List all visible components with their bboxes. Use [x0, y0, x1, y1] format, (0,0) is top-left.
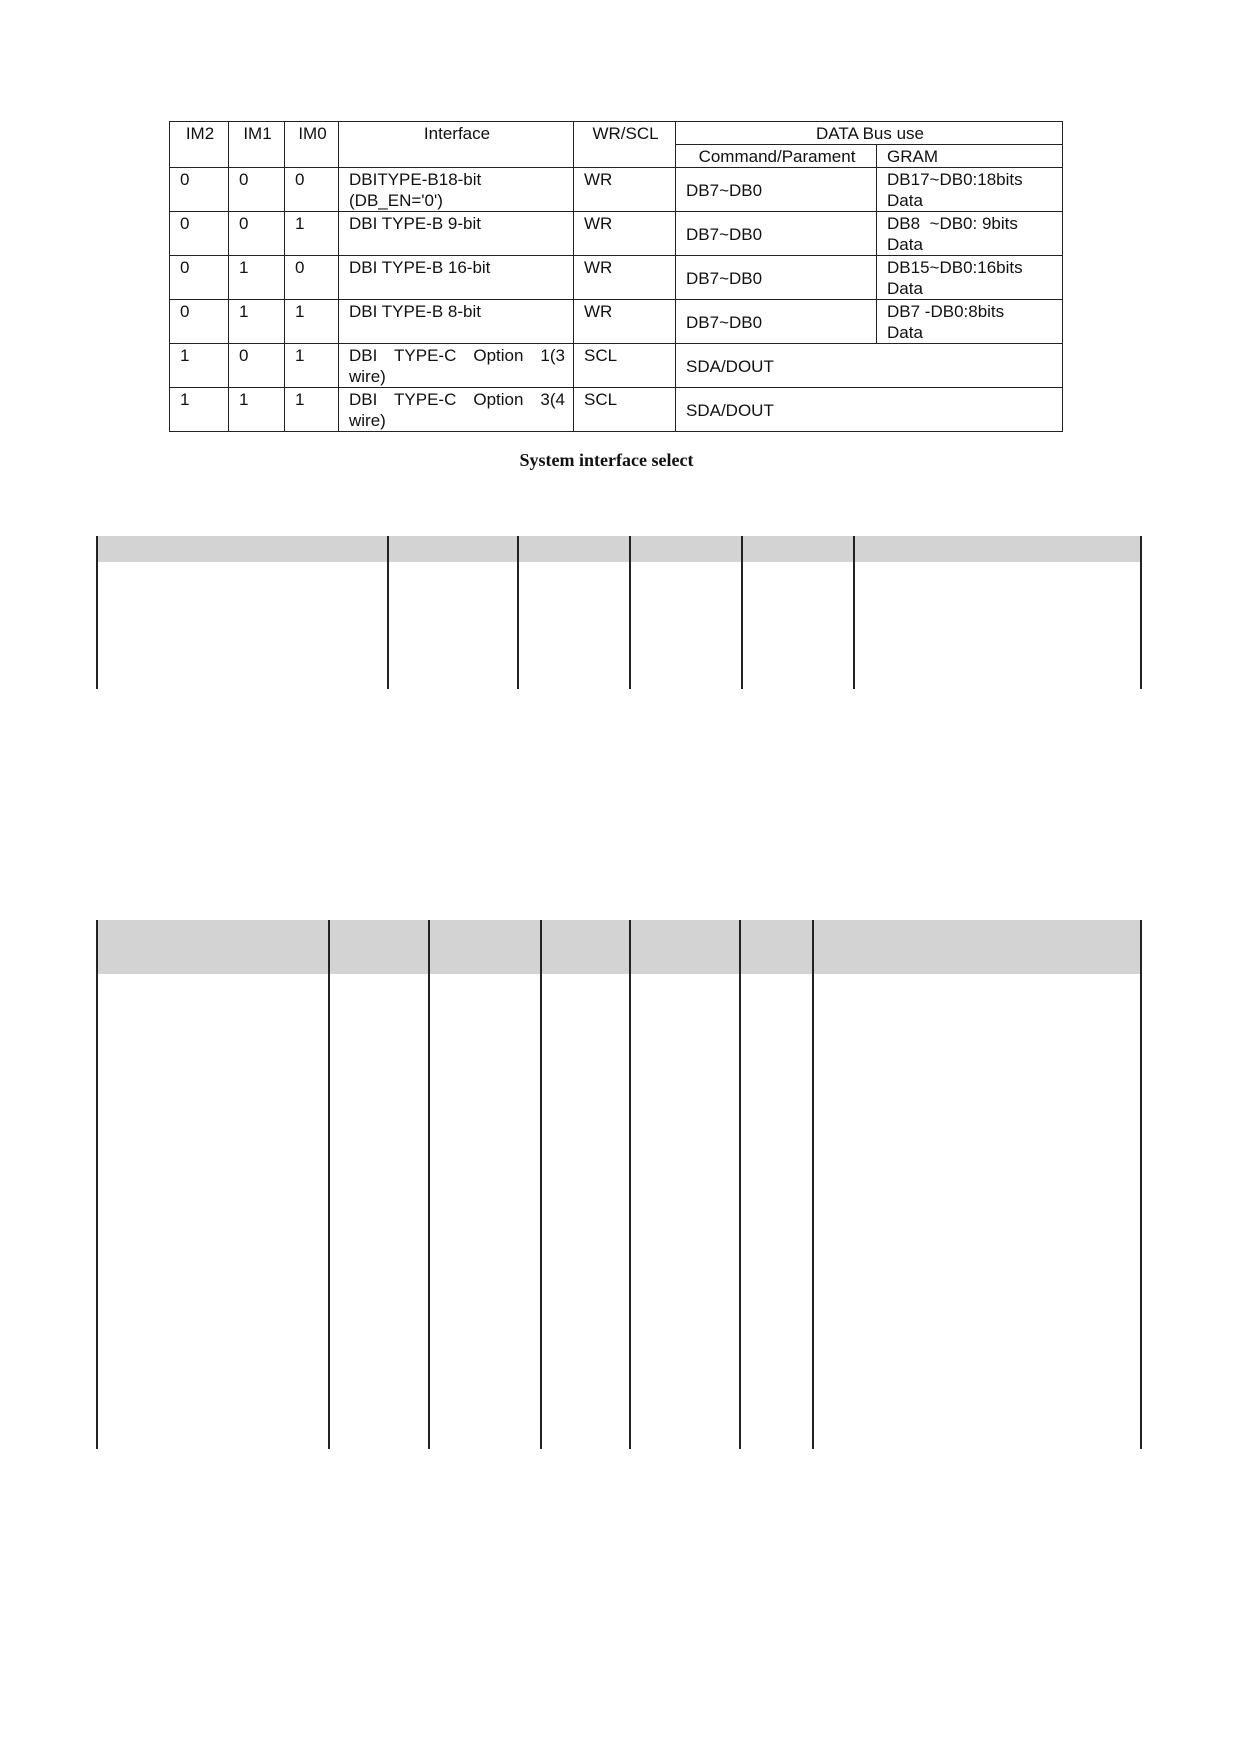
frame-2-divider	[1140, 920, 1142, 1449]
table-row	[170, 300, 1063, 344]
frame-2-header-band	[96, 920, 1142, 974]
cell-wr: WR	[574, 212, 676, 256]
interface-line-2: wire)	[349, 411, 386, 430]
interface-line-2: (DB_EN='0')	[349, 191, 443, 210]
gram-line-1: DB7 -DB0:8bits	[887, 302, 1005, 321]
cell-im2: 1	[170, 388, 229, 432]
frame-1-header-band	[96, 536, 1142, 562]
frame-2-divider	[328, 920, 330, 1449]
cell-wr: SCL	[574, 344, 676, 388]
cell-im0: 1	[285, 300, 339, 344]
header-gram: GRAM	[877, 145, 1063, 168]
cell-command: DB7~DB0	[676, 212, 877, 256]
frame-1-divider	[96, 536, 98, 689]
cell-interface	[339, 212, 574, 256]
cell-im2: 0	[170, 256, 229, 300]
cell-im0: 0	[285, 256, 339, 300]
header-wr-scl: WR/SCL	[574, 122, 676, 168]
gram-line-1: DB17~DB0:18bits	[887, 170, 1023, 189]
header-im2: IM2	[170, 122, 229, 168]
gram-line-2: Data	[887, 235, 923, 254]
cell-gram	[877, 256, 1063, 300]
header-command-parameter: Command/Parament	[676, 145, 877, 168]
interface-line-1: DBI TYPE-C Option 3(4	[349, 390, 565, 409]
cell-im2: 0	[170, 300, 229, 344]
gram-line-1: DB15~DB0:16bits	[887, 258, 1023, 277]
cell-im1: 1	[229, 388, 285, 432]
cell-im1: 1	[229, 300, 285, 344]
cell-im2: 1	[170, 344, 229, 388]
cell-gram	[877, 300, 1063, 344]
cell-interface	[339, 344, 574, 388]
cell-im2: 0	[170, 168, 229, 212]
cell-im0: 1	[285, 212, 339, 256]
table-row	[170, 344, 1063, 388]
cell-wr: WR	[574, 300, 676, 344]
frame-1-divider	[1140, 536, 1142, 689]
gram-line-2: Data	[887, 323, 923, 342]
interface-line-1: DBITYPE-B18-bit	[349, 170, 482, 189]
cell-interface	[339, 300, 574, 344]
cell-wr: WR	[574, 256, 676, 300]
frame-2-divider	[739, 920, 741, 1449]
gram-line-1: DB8 ~DB0: 9bits	[887, 214, 1018, 233]
interface-line-2: wire)	[349, 367, 386, 386]
cell-im1: 1	[229, 256, 285, 300]
frame-2-divider	[812, 920, 814, 1449]
frame-2-divider	[540, 920, 542, 1449]
cell-im0: 0	[285, 168, 339, 212]
table-row	[170, 168, 1063, 212]
cell-im2: 0	[170, 212, 229, 256]
frame-1-divider	[853, 536, 855, 689]
cell-gram	[877, 168, 1063, 212]
frame-1-divider	[387, 536, 389, 689]
cell-command: DB7~DB0	[676, 168, 877, 212]
cell-interface	[339, 388, 574, 432]
interface-line-1: DBI TYPE-B 16-bit	[349, 258, 491, 277]
empty-table-frame-2	[96, 920, 1142, 1449]
cell-im1: 0	[229, 212, 285, 256]
interface-line-1: DBI TYPE-C Option 1(3	[349, 346, 565, 365]
header-data-bus-use: DATA Bus use	[676, 122, 1063, 145]
header-im0: IM0	[285, 122, 339, 168]
table-row	[170, 256, 1063, 300]
cell-im0: 1	[285, 388, 339, 432]
empty-table-frame-1	[96, 536, 1142, 689]
frame-1-divider	[741, 536, 743, 689]
cell-im0: 1	[285, 344, 339, 388]
interface-line-1: DBI TYPE-B 8-bit	[349, 302, 481, 321]
cell-command: DB7~DB0	[676, 300, 877, 344]
cell-data-bus: SDA/DOUT	[676, 344, 1063, 388]
cell-im1: 0	[229, 168, 285, 212]
cell-interface	[339, 168, 574, 212]
table-row	[170, 388, 1063, 432]
table-caption: System interface select	[519, 450, 694, 470]
cell-im1: 0	[229, 344, 285, 388]
frame-2-divider	[428, 920, 430, 1449]
header-row-1	[170, 122, 1063, 145]
interface-line-1: DBI TYPE-B 9-bit	[349, 214, 481, 233]
cell-interface	[339, 256, 574, 300]
header-interface: Interface	[339, 122, 574, 168]
gram-line-2: Data	[887, 279, 923, 298]
system-interface-table	[169, 121, 1063, 432]
cell-data-bus: SDA/DOUT	[676, 388, 1063, 432]
gram-line-2: Data	[887, 191, 923, 210]
cell-wr: SCL	[574, 388, 676, 432]
cell-command: DB7~DB0	[676, 256, 877, 300]
frame-2-divider	[629, 920, 631, 1449]
cell-gram	[877, 212, 1063, 256]
frame-1-divider	[517, 536, 519, 689]
header-im1: IM1	[229, 122, 285, 168]
cell-wr: WR	[574, 168, 676, 212]
frame-1-divider	[629, 536, 631, 689]
table-row	[170, 212, 1063, 256]
frame-2-divider	[96, 920, 98, 1449]
